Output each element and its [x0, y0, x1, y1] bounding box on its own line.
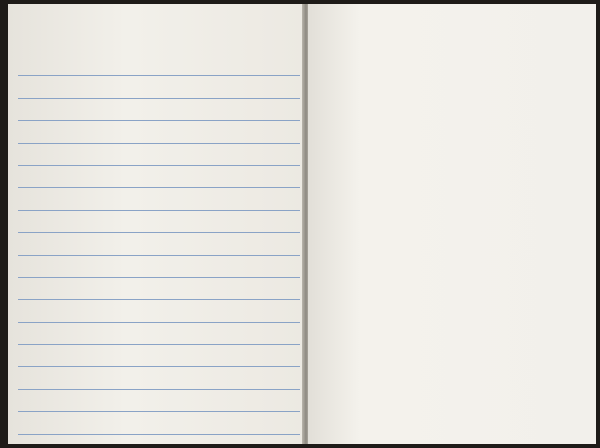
roster-row	[320, 207, 590, 219]
roster-row	[320, 314, 590, 326]
handwritten-letter	[18, 54, 300, 444]
letter-line	[18, 99, 300, 121]
letter-line	[18, 256, 300, 278]
roster-row	[320, 302, 590, 314]
roster-row	[320, 279, 590, 291]
letter-line	[18, 76, 300, 98]
roster-row	[320, 17, 590, 29]
roster-row	[320, 195, 590, 207]
roster-row	[320, 124, 590, 136]
letter-line	[18, 233, 300, 255]
roster-row	[320, 353, 590, 365]
roster-row	[320, 243, 590, 255]
letter-line	[18, 188, 300, 210]
roster-row	[320, 29, 590, 41]
left-page	[8, 4, 304, 444]
roster-row	[320, 53, 590, 65]
roster-row	[320, 148, 590, 160]
letter-line	[18, 54, 300, 76]
right-page	[308, 4, 596, 444]
roster-row	[320, 76, 590, 88]
roster-sections	[320, 17, 590, 395]
letter-line	[18, 166, 300, 188]
letter-line	[18, 435, 300, 444]
roster-row	[320, 267, 590, 279]
roster-list	[320, 14, 590, 395]
roster-row	[320, 255, 590, 267]
letter-line	[18, 300, 300, 322]
roster-row	[320, 290, 590, 302]
letter-line	[18, 412, 300, 434]
letter-line	[18, 121, 300, 143]
roster-row	[320, 100, 590, 112]
letter-line	[18, 211, 300, 233]
letter-line	[18, 323, 300, 345]
roster-row	[320, 160, 590, 172]
roster-row	[320, 183, 590, 195]
roster-row	[320, 112, 590, 124]
letter-line	[18, 345, 300, 367]
roster-row	[320, 88, 590, 100]
letter-line	[18, 278, 300, 300]
roster-row	[320, 341, 590, 353]
roster-row	[320, 65, 590, 77]
roster-row	[320, 231, 590, 243]
roster-row	[320, 172, 590, 184]
letter-line	[18, 367, 300, 389]
roster-row	[320, 368, 590, 380]
roster-row	[320, 136, 590, 148]
roster-row	[320, 219, 590, 231]
roster-row	[320, 383, 590, 395]
letter-line	[18, 390, 300, 412]
roster-row	[320, 41, 590, 53]
book-spread	[8, 4, 596, 444]
letter-line	[18, 144, 300, 166]
roster-row	[320, 326, 590, 338]
